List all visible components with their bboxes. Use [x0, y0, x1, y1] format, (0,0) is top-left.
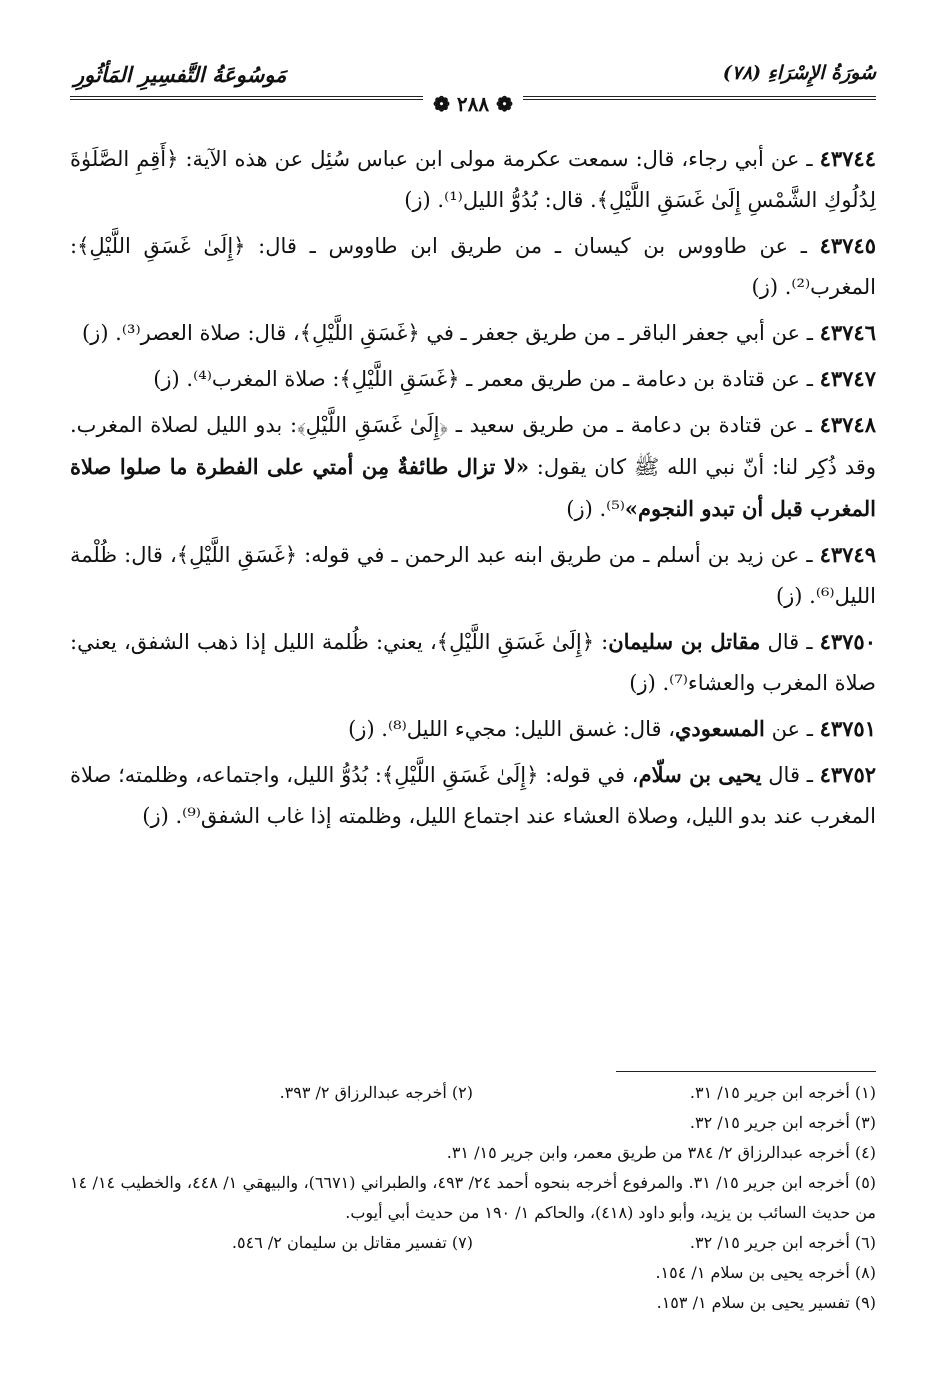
paragraph-43751: ٤٣٧٥١ ـ عن المسعودي، قال: غسق الليل: مجيء الليل⁽⁸⁾. (ز): [348, 716, 876, 741]
paragraph-43745: ٤٣٧٤٥ ـ عن طاووس بن كيسان ـ من طريق ابن طاووس ـ قال: ﴿إِلَىٰ غَسَقِ اللَّيْلِ﴾: المغرب⁽²⁾. (ز): [70, 233, 876, 299]
footnote-4: (٤) أخرجه عبدالرزاق ٢/ ٣٨٤ من طريق معمر، وابن جرير ١٥/ ٣١.: [446, 1143, 876, 1162]
footnote-9: (٩) تفسير يحيى بن سلام ١/ ١٥٣.: [656, 1293, 876, 1312]
footnote-5: (٥) أخرجه ابن جرير ١٥/ ٣١. والمرفوع أخرجه بنحوه أحمد ٢٤/ ٤٩٣، والطبراني (٦٦٧١)، والبيهقي ١/ ٤٤٨، والخطيب ١٤/ ١٤ من حديث السائب بن يزيد، وأبو داود (٤١٨)، والحاكم ١/ ١٩٠ من حديث أبي أيوب.: [70, 1173, 877, 1222]
footnote-separator: [616, 1071, 876, 1072]
hadith-text: «لا تزال طائفةٌ مِن أمتي على الفطرة ما صلوا صلاة المغرب قبل أن تبدو النجوم»: [70, 454, 876, 521]
narrator-name: المسعودي: [675, 716, 765, 741]
footnote-8: (٨) أخرجه يحيى بن سلام ١/ ١٥٤.: [655, 1263, 876, 1282]
paragraph-43746: ٤٣٧٤٦ ـ عن أبي جعفر الباقر ـ من طريق جعفر ـ في ﴿غَسَقِ اللَّيْلِ﴾، قال: صلاة العصر⁽³⁾. (ز): [81, 320, 876, 345]
narrator-name: مقاتل بن سليمان: [608, 629, 761, 654]
narrator-name: يحيى بن سلّام: [638, 762, 762, 787]
footnote-3: (٣) أخرجه ابن جرير ١٥/ ٣٢.: [689, 1113, 876, 1132]
book-title: مَوسُوعَةُ التَّفسِيرِ المَأثُورِ: [74, 62, 287, 87]
surah-title: سُورَةُ الإِسْرَاءِ (٧٨): [722, 62, 876, 84]
paragraph-43752: ٤٣٧٥٢ ـ قال يحيى بن سلّام، في قوله: ﴿إِلَىٰ غَسَقِ اللَّيْلِ﴾: بُدُوُّ الليل، واجتماعه، وظلمته؛ صلاة المغرب عند بدو الليل، وصلاة العشاء عند اجتماع الليل، وظلمته إذا غاب الشفق⁽⁹⁾. (ز): [70, 762, 877, 828]
paragraph-43749: ٤٣٧٤٩ ـ عن زيد بن أسلم ـ من طريق ابنه عبد الرحمن ـ في قوله: ﴿غَسَقِ اللَّيْلِ﴾، قال: ظُلْمة الليل⁽⁶⁾. (ز): [70, 542, 876, 608]
paragraph-43750: ٤٣٧٥٠ ـ قال مقاتل بن سليمان: ﴿إِلَىٰ غَسَقِ اللَّيْلِ﴾، يعني: ظُلمة الليل إذا ذهب الشفق، يعني: صلاة المغرب والعشاء⁽⁷⁾. (ز): [70, 629, 876, 695]
paragraph-43744: ٤٣٧٤٤ ـ عن أبي رجاء، قال: سمعت عكرمة مولى ابن عباس سُئِل عن هذه الآية: ﴿أَقِمِ الصَّلَوٰةَ لِدُلُوكِ الشَّمْسِ إِلَىٰ غَسَقِ اللَّيْلِ﴾. قال: بُدُوُّ الليل⁽¹⁾. (ز): [70, 146, 876, 212]
footnote-7: (٧) تفسير مقاتل بن سليمان ٢/ ٥٤٦.: [231, 1233, 473, 1252]
page-number: ❁ ٢٨٨ ❁: [70, 92, 876, 116]
paragraph-43747: ٤٣٧٤٧ ـ عن قتادة بن دعامة ـ من طريق معمر ـ ﴿غَسَقِ اللَّيْلِ﴾: صلاة المغرب⁽⁴⁾. (ز): [153, 366, 876, 391]
footnote-6: (٦) أخرجه ابن جرير ١٥/ ٣٢.: [689, 1233, 876, 1252]
footnote-2: (٢) أخرجه عبدالرزاق ٢/ ٣٩٣.: [279, 1083, 473, 1102]
footnote-1: (١) أخرجه ابن جرير ١٥/ ٣١.: [689, 1083, 876, 1102]
paragraph-43748: ٤٣٧٤٨ ـ عن قتادة بن دعامة ـ من طريق سعيد ـ ﴿إِلَىٰ غَسَقِ اللَّيْلِ﴾: بدو الليل لصلاة المغرب. وقد ذُكِر لنا: أنّ نبي الله ﷺ كان يقول: «لا تزال طائفةٌ مِن أمتي على الفطرة ما صلوا صلاة المغرب قبل أن تبدو النجوم»⁽⁵⁾. (ز): [70, 412, 876, 521]
main-text: [70, 138, 876, 841]
footnotes: [70, 1078, 876, 1318]
page: [70, 56, 876, 1336]
running-header: [70, 56, 876, 92]
